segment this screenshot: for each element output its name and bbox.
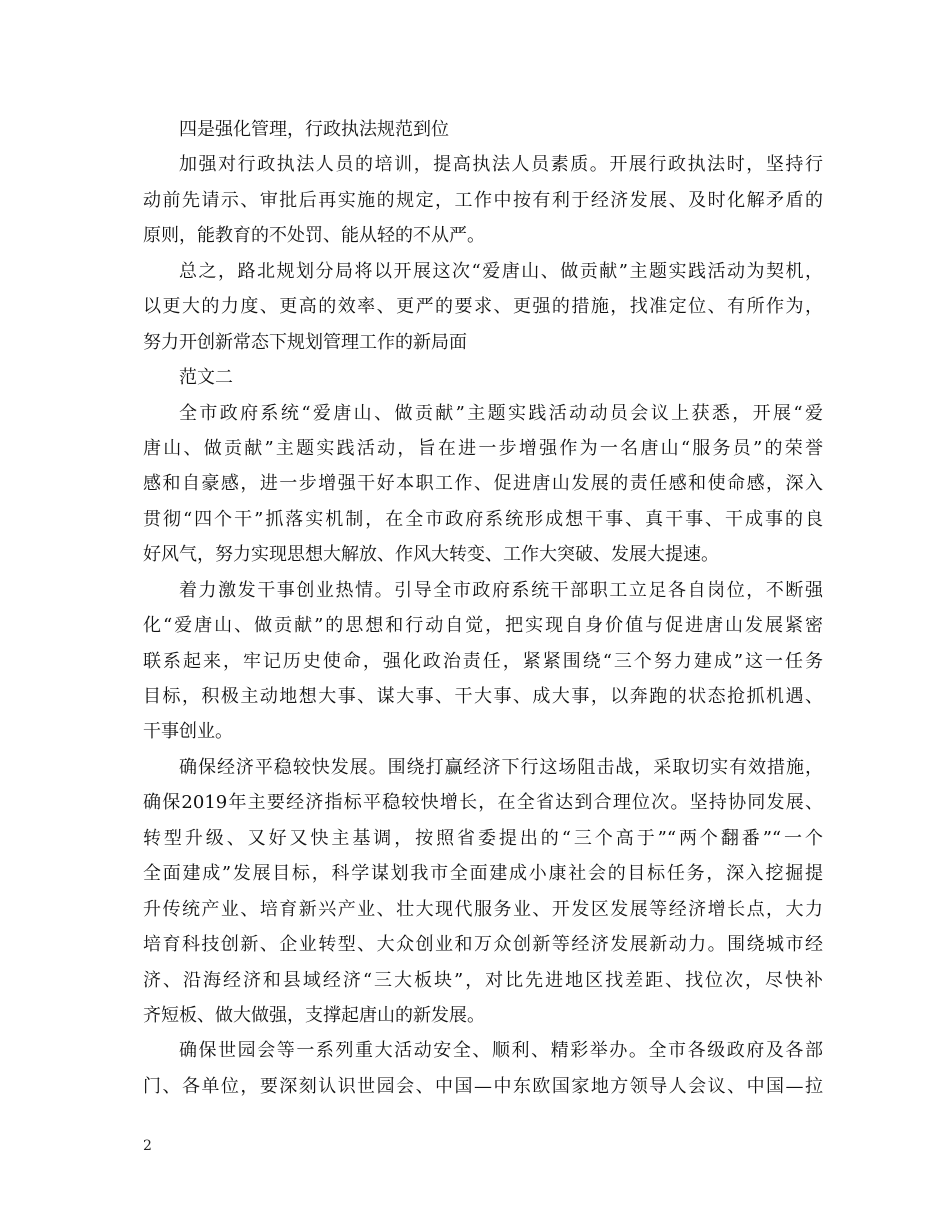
paragraph-line: 培育科技创新、企业转型、大众创业和万众创新等经济发展新动力。围绕城市经 <box>143 934 823 956</box>
section-title: 范文二 <box>179 367 233 389</box>
paragraph-line: 原则，能教育的不处罚、能从轻的不从严。 <box>143 225 485 247</box>
page-number: 2 <box>143 1138 152 1154</box>
paragraph-line: 目标，积极主动地想大事、谋大事、干大事、成大事，以奔跑的状态抢抓机遇、 <box>143 686 823 707</box>
paragraph-line: 确保经济平稳较快发展。围绕打赢经济下行这场阻击战，采取切实有效措施， <box>179 756 823 778</box>
paragraph-line: 确保世园会等一系列重大活动安全、顺利、精彩举办。全市各级政府及各部 <box>179 1040 823 1062</box>
paragraph-line: 动前先请示、审批后再实施的规定，工作中按有利于经济发展、及时化解矛盾的 <box>143 189 823 211</box>
paragraph-line: 化“爱唐山、做贡献”的思想和行动自觉，把实现自身价值与促进唐山发展紧密 <box>143 615 823 637</box>
paragraph-line: 贯彻“四个干”抓落实机制，在全市政府系统形成想干事、真干事、干成事的良 <box>143 508 823 530</box>
paragraph-line: 努力开创新常态下规划管理工作的新局面 <box>143 331 467 353</box>
paragraph-line: 门、各单位，要深刻认识世园会、中国—中东欧国家地方领导人会议、中国—拉 <box>143 1075 823 1097</box>
document-body <box>143 112 823 1104</box>
paragraph-line: 着力激发干事创业热情。引导全市政府系统干部职工立足各自岗位，不断强 <box>179 579 823 601</box>
paragraph-line: 确保2019年主要经济指标平稳较快增长，在全省达到合理位次。坚持协同发展、 <box>143 792 823 814</box>
heading-line: 四是强化管理，行政执法规范到位 <box>179 119 449 140</box>
paragraph-line: 全市政府系统“爱唐山、做贡献”主题实践活动动员会议上获悉，开展“爱 <box>179 402 823 424</box>
paragraph-line: 感和自豪感，进一步增强干好本职工作、促进唐山发展的责任感和使命感，深入 <box>143 473 823 495</box>
paragraph-line: 好风气，努力实现思想大解放、作风大转变、工作大突破、发展大提速。 <box>143 544 719 566</box>
paragraph-line: 济、沿海经济和县域经济“三大板块”，对比先进地区找差距、找位次，尽快补 <box>143 969 823 991</box>
paragraph-line: 干事创业。 <box>143 721 233 743</box>
paragraph-line: 以更大的力度、更高的效率、更严的要求、更强的措施，找准定位、有所作为， <box>143 296 823 318</box>
paragraph-line: 全面建成”发展目标，科学谋划我市全面建成小康社会的目标任务，深入挖掘提 <box>143 863 823 885</box>
paragraph-line: 转型升级、又好又快主基调，按照省委提出的“三个高于”“两个翻番”“一个 <box>143 827 823 849</box>
paragraph-line: 齐短板、做大做强，支撑起唐山的新发展。 <box>143 1004 485 1026</box>
paragraph-line: 唐山、做贡献”主题实践活动，旨在进一步增强作为一名唐山“服务员”的荣誉 <box>143 437 823 459</box>
paragraph-line: 总之，路北规划分局将以开展这次“爱唐山、做贡献”主题实践活动为契机， <box>179 260 823 282</box>
paragraph-line: 联系起来，牢记历史使命，强化政治责任，紧紧围绕“三个努力建成”这一任务 <box>143 650 823 672</box>
paragraph-line: 加强对行政执法人员的培训，提高执法人员素质。开展行政执法时，坚持行 <box>179 154 823 176</box>
paragraph-line: 升传统产业、培育新兴产业、壮大现代服务业、开发区发展等经济增长点，大力 <box>143 898 823 920</box>
